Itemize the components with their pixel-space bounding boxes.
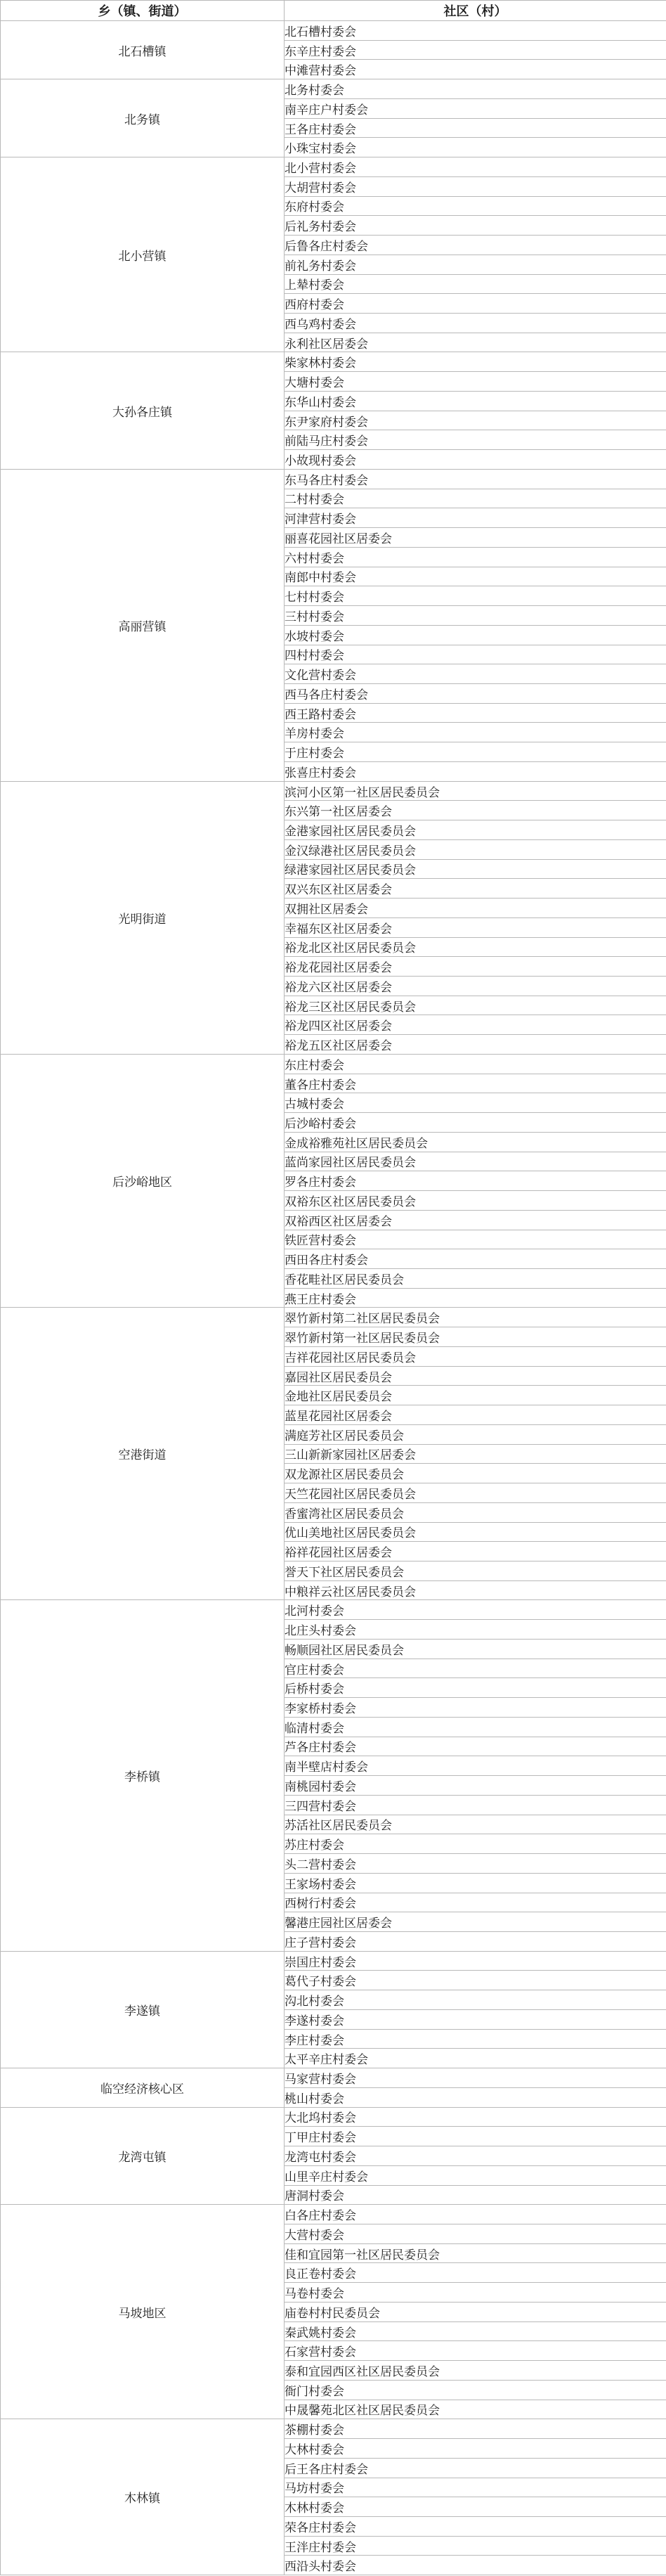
community-cell: 金港家园社区居民委员会	[285, 820, 666, 840]
community-cell: 中晟馨苑北区社区居民委员会	[285, 2400, 666, 2419]
community-cell: 上辇村委会	[285, 274, 666, 294]
township-cell: 李遂镇	[1, 1951, 285, 2068]
table-row	[1, 79, 666, 99]
community-cell: 桃山村委会	[285, 2087, 666, 2107]
table-row	[1, 1308, 666, 1327]
community-cell: 双拥社区居委会	[285, 899, 666, 918]
community-cell: 绿港家园社区居民委员会	[285, 859, 666, 879]
table-body	[1, 21, 666, 2575]
community-cell: 南辛庄户村委会	[285, 98, 666, 118]
community-cell: 官庄村委会	[285, 1659, 666, 1678]
community-cell: 幸福东区社区居委会	[285, 917, 666, 937]
community-cell: 南半壁店村委会	[285, 1756, 666, 1776]
community-cell: 李庄村委会	[285, 2029, 666, 2049]
community-cell: 北石槽村委会	[285, 21, 666, 41]
community-cell: 王各庄村委会	[285, 118, 666, 138]
community-cell: 翠竹新村第二社区居民委员会	[285, 1308, 666, 1327]
community-cell: 中滩营村委会	[285, 60, 666, 79]
community-cell: 崇国庄村委会	[285, 1951, 666, 1971]
township-cell: 木林镇	[1, 2419, 285, 2575]
table-row	[1, 1951, 666, 1971]
community-cell: 大林村委会	[285, 2439, 666, 2459]
community-cell: 双龙源社区居民委员会	[285, 1464, 666, 1483]
township-cell: 后沙峪地区	[1, 1054, 285, 1308]
community-cell: 裕龙三区社区居民委员会	[285, 996, 666, 1015]
township-cell: 李桥镇	[1, 1600, 285, 1951]
community-cell: 北庄头村委会	[285, 1620, 666, 1640]
community-cell: 北务村委会	[285, 79, 666, 99]
township-cell: 马坡地区	[1, 2205, 285, 2419]
community-cell: 小珠宝村委会	[285, 138, 666, 157]
header-township: 乡（镇、街道）	[1, 1, 285, 21]
community-cell: 龙湾屯村委会	[285, 2146, 666, 2166]
community-cell: 三四营村委会	[285, 1795, 666, 1815]
community-cell: 翠竹新村第一社区居民委员会	[285, 1327, 666, 1347]
community-cell: 董各庄村委会	[285, 1074, 666, 1093]
community-cell: 葛代子村委会	[285, 1971, 666, 1990]
community-cell: 大北坞村委会	[285, 2107, 666, 2127]
community-cell: 后鲁各庄村委会	[285, 236, 666, 255]
community-cell: 庙卷村村民委员会	[285, 2302, 666, 2321]
community-cell: 柴家林村委会	[285, 352, 666, 372]
township-cell: 高丽营镇	[1, 469, 285, 781]
community-cell: 王泮庄村委会	[285, 2536, 666, 2556]
community-cell: 西王路村委会	[285, 703, 666, 723]
community-cell: 秦武姚村委会	[285, 2321, 666, 2341]
community-cell: 七村村委会	[285, 586, 666, 606]
community-cell: 天竺花园社区居民委员会	[285, 1483, 666, 1503]
community-cell: 西沿头村委会	[285, 2556, 666, 2575]
community-cell: 荣各庄村委会	[285, 2517, 666, 2537]
community-cell: 东府村委会	[285, 196, 666, 216]
community-cell: 水坡村委会	[285, 625, 666, 645]
community-cell: 金地社区居民委员会	[285, 1386, 666, 1405]
community-cell: 裕龙北区社区居民委员会	[285, 937, 666, 957]
township-cell: 北务镇	[1, 79, 285, 157]
community-cell: 南桃园村委会	[285, 1776, 666, 1796]
community-cell: 三山新新家园社区居委会	[285, 1444, 666, 1464]
community-cell: 四村村委会	[285, 645, 666, 664]
header-community: 社区（村）	[285, 1, 666, 21]
table-row	[1, 2068, 666, 2088]
community-cell: 茶棚村委会	[285, 2419, 666, 2439]
community-cell: 临清村委会	[285, 1717, 666, 1737]
community-cell: 裕龙四区社区居委会	[285, 1015, 666, 1035]
community-cell: 古城村委会	[285, 1093, 666, 1113]
community-cell: 衙门村委会	[285, 2380, 666, 2400]
community-cell: 大胡营村委会	[285, 176, 666, 196]
community-cell: 马家营村委会	[285, 2068, 666, 2088]
community-cell: 金汉绿港社区居民委员会	[285, 839, 666, 859]
township-cell: 龙湾屯镇	[1, 2107, 285, 2205]
community-cell: 东庄村委会	[285, 1054, 666, 1074]
community-cell: 泰和宜园西区社区居民委员会	[285, 2361, 666, 2381]
community-cell: 后沙峪村委会	[285, 1113, 666, 1133]
table-row	[1, 157, 666, 177]
community-cell: 石家营村委会	[285, 2341, 666, 2361]
community-cell: 丽喜花园社区居委会	[285, 528, 666, 548]
community-cell: 文化营村委会	[285, 664, 666, 684]
community-cell: 滨河小区第一社区居民委员会	[285, 781, 666, 801]
community-cell: 中粮祥云社区居民委员会	[285, 1580, 666, 1600]
community-cell: 优山美地社区居民委员会	[285, 1522, 666, 1542]
community-cell: 南郎中村委会	[285, 567, 666, 586]
community-cell: 满庭芳社区居民委员会	[285, 1424, 666, 1444]
community-cell: 西马各庄村委会	[285, 683, 666, 703]
community-cell: 马坊村委会	[285, 2478, 666, 2497]
community-cell: 香蜜湾社区居民委员会	[285, 1502, 666, 1522]
community-cell: 馨港庄园社区居委会	[285, 1912, 666, 1932]
community-cell: 太平辛庄村委会	[285, 2049, 666, 2068]
community-cell: 木林村委会	[285, 2497, 666, 2517]
community-cell: 前陆马庄村委会	[285, 430, 666, 450]
township-cell: 北石槽镇	[1, 21, 285, 79]
community-cell: 王家场村委会	[285, 1873, 666, 1893]
community-cell: 于庄村委会	[285, 742, 666, 762]
table-row	[1, 1054, 666, 1074]
table-row	[1, 2419, 666, 2439]
township-cell: 临空经济核心区	[1, 2068, 285, 2107]
community-cell: 蓝尚家园社区居民委员会	[285, 1152, 666, 1171]
community-cell: 北河村委会	[285, 1600, 666, 1620]
community-cell: 三村村委会	[285, 606, 666, 626]
community-cell: 唐洞村委会	[285, 2185, 666, 2205]
community-cell: 永利社区居委会	[285, 333, 666, 352]
community-cell: 裕祥花园社区居委会	[285, 1542, 666, 1561]
community-cell: 马卷村委会	[285, 2283, 666, 2303]
community-cell: 吉祥花园社区居民委员会	[285, 1346, 666, 1366]
community-cell: 大塘村委会	[285, 372, 666, 392]
community-cell: 后礼务村委会	[285, 216, 666, 236]
community-cell: 头二营村委会	[285, 1854, 666, 1874]
community-cell: 后桥村委会	[285, 1678, 666, 1698]
community-cell: 东尹家府村委会	[285, 411, 666, 430]
community-cell: 白各庄村委会	[285, 2205, 666, 2224]
community-cell: 大营村委会	[285, 2224, 666, 2243]
community-cell: 西府村委会	[285, 294, 666, 314]
community-cell: 双裕东区社区居民委员会	[285, 1191, 666, 1211]
header-row	[1, 1, 666, 21]
township-cell: 光明街道	[1, 781, 285, 1054]
community-cell: 丁甲庄村委会	[285, 2127, 666, 2146]
community-cell: 双裕西区社区居委会	[285, 1210, 666, 1230]
community-cell: 芦各庄村委会	[285, 1737, 666, 1756]
table-row	[1, 469, 666, 489]
community-cell: 山里辛庄村委会	[285, 2165, 666, 2185]
community-cell: 西田各庄村委会	[285, 1249, 666, 1269]
community-cell: 六村村委会	[285, 547, 666, 567]
community-cell: 嘉园社区居民委员会	[285, 1366, 666, 1386]
community-cell: 小故现村委会	[285, 450, 666, 470]
table-row	[1, 2205, 666, 2224]
table-row	[1, 352, 666, 372]
table-row	[1, 781, 666, 801]
community-cell: 李遂村委会	[285, 2009, 666, 2029]
community-cell: 后王各庄村委会	[285, 2458, 666, 2478]
community-cell: 誉天下社区居民委员会	[285, 1561, 666, 1581]
community-cell: 畅顺园社区居民委员会	[285, 1639, 666, 1659]
community-cell: 良正卷村委会	[285, 2263, 666, 2283]
table-row	[1, 21, 666, 41]
community-cell: 东华山村委会	[285, 391, 666, 411]
community-cell: 东马各庄村委会	[285, 469, 666, 489]
community-cell: 西树行村委会	[285, 1893, 666, 1912]
community-cell: 李家桥村委会	[285, 1698, 666, 1718]
community-cell: 金成裕雅苑社区居民委员会	[285, 1132, 666, 1152]
community-cell: 前礼务村委会	[285, 255, 666, 274]
community-cell: 双兴东区社区居委会	[285, 879, 666, 899]
community-cell: 燕王庄村委会	[285, 1288, 666, 1308]
community-cell: 二村村委会	[285, 489, 666, 508]
community-cell: 北小营村委会	[285, 157, 666, 177]
community-cell: 铁匠营村委会	[285, 1230, 666, 1249]
table-row	[1, 2107, 666, 2127]
community-cell: 蓝星花园社区居委会	[285, 1405, 666, 1425]
community-cell: 佳和宜园第一社区居民委员会	[285, 2243, 666, 2263]
community-cell: 河津营村委会	[285, 508, 666, 528]
community-cell: 裕龙花园社区居委会	[285, 957, 666, 977]
community-cell: 苏活社区居民委员会	[285, 1815, 666, 1834]
table-row	[1, 1600, 666, 1620]
table-header	[1, 1, 666, 21]
community-cell: 沟北村委会	[285, 1990, 666, 2010]
community-cell: 罗各庄村委会	[285, 1171, 666, 1191]
community-cell: 庄子营村委会	[285, 1931, 666, 1951]
community-cell: 张喜庄村委会	[285, 761, 666, 781]
township-cell: 空港街道	[1, 1308, 285, 1600]
community-cell: 苏庄村委会	[285, 1834, 666, 1854]
township-cell: 北小营镇	[1, 157, 285, 352]
community-cell: 香花畦社区居民委员会	[285, 1269, 666, 1289]
community-cell: 东辛庄村委会	[285, 40, 666, 60]
community-cell: 羊房村委会	[285, 723, 666, 742]
community-cell: 西乌鸡村委会	[285, 314, 666, 333]
community-cell: 裕龙六区社区居委会	[285, 976, 666, 996]
community-cell: 东兴第一社区居委会	[285, 801, 666, 820]
community-cell: 裕龙五区社区居委会	[285, 1035, 666, 1055]
township-cell: 大孙各庄镇	[1, 352, 285, 469]
